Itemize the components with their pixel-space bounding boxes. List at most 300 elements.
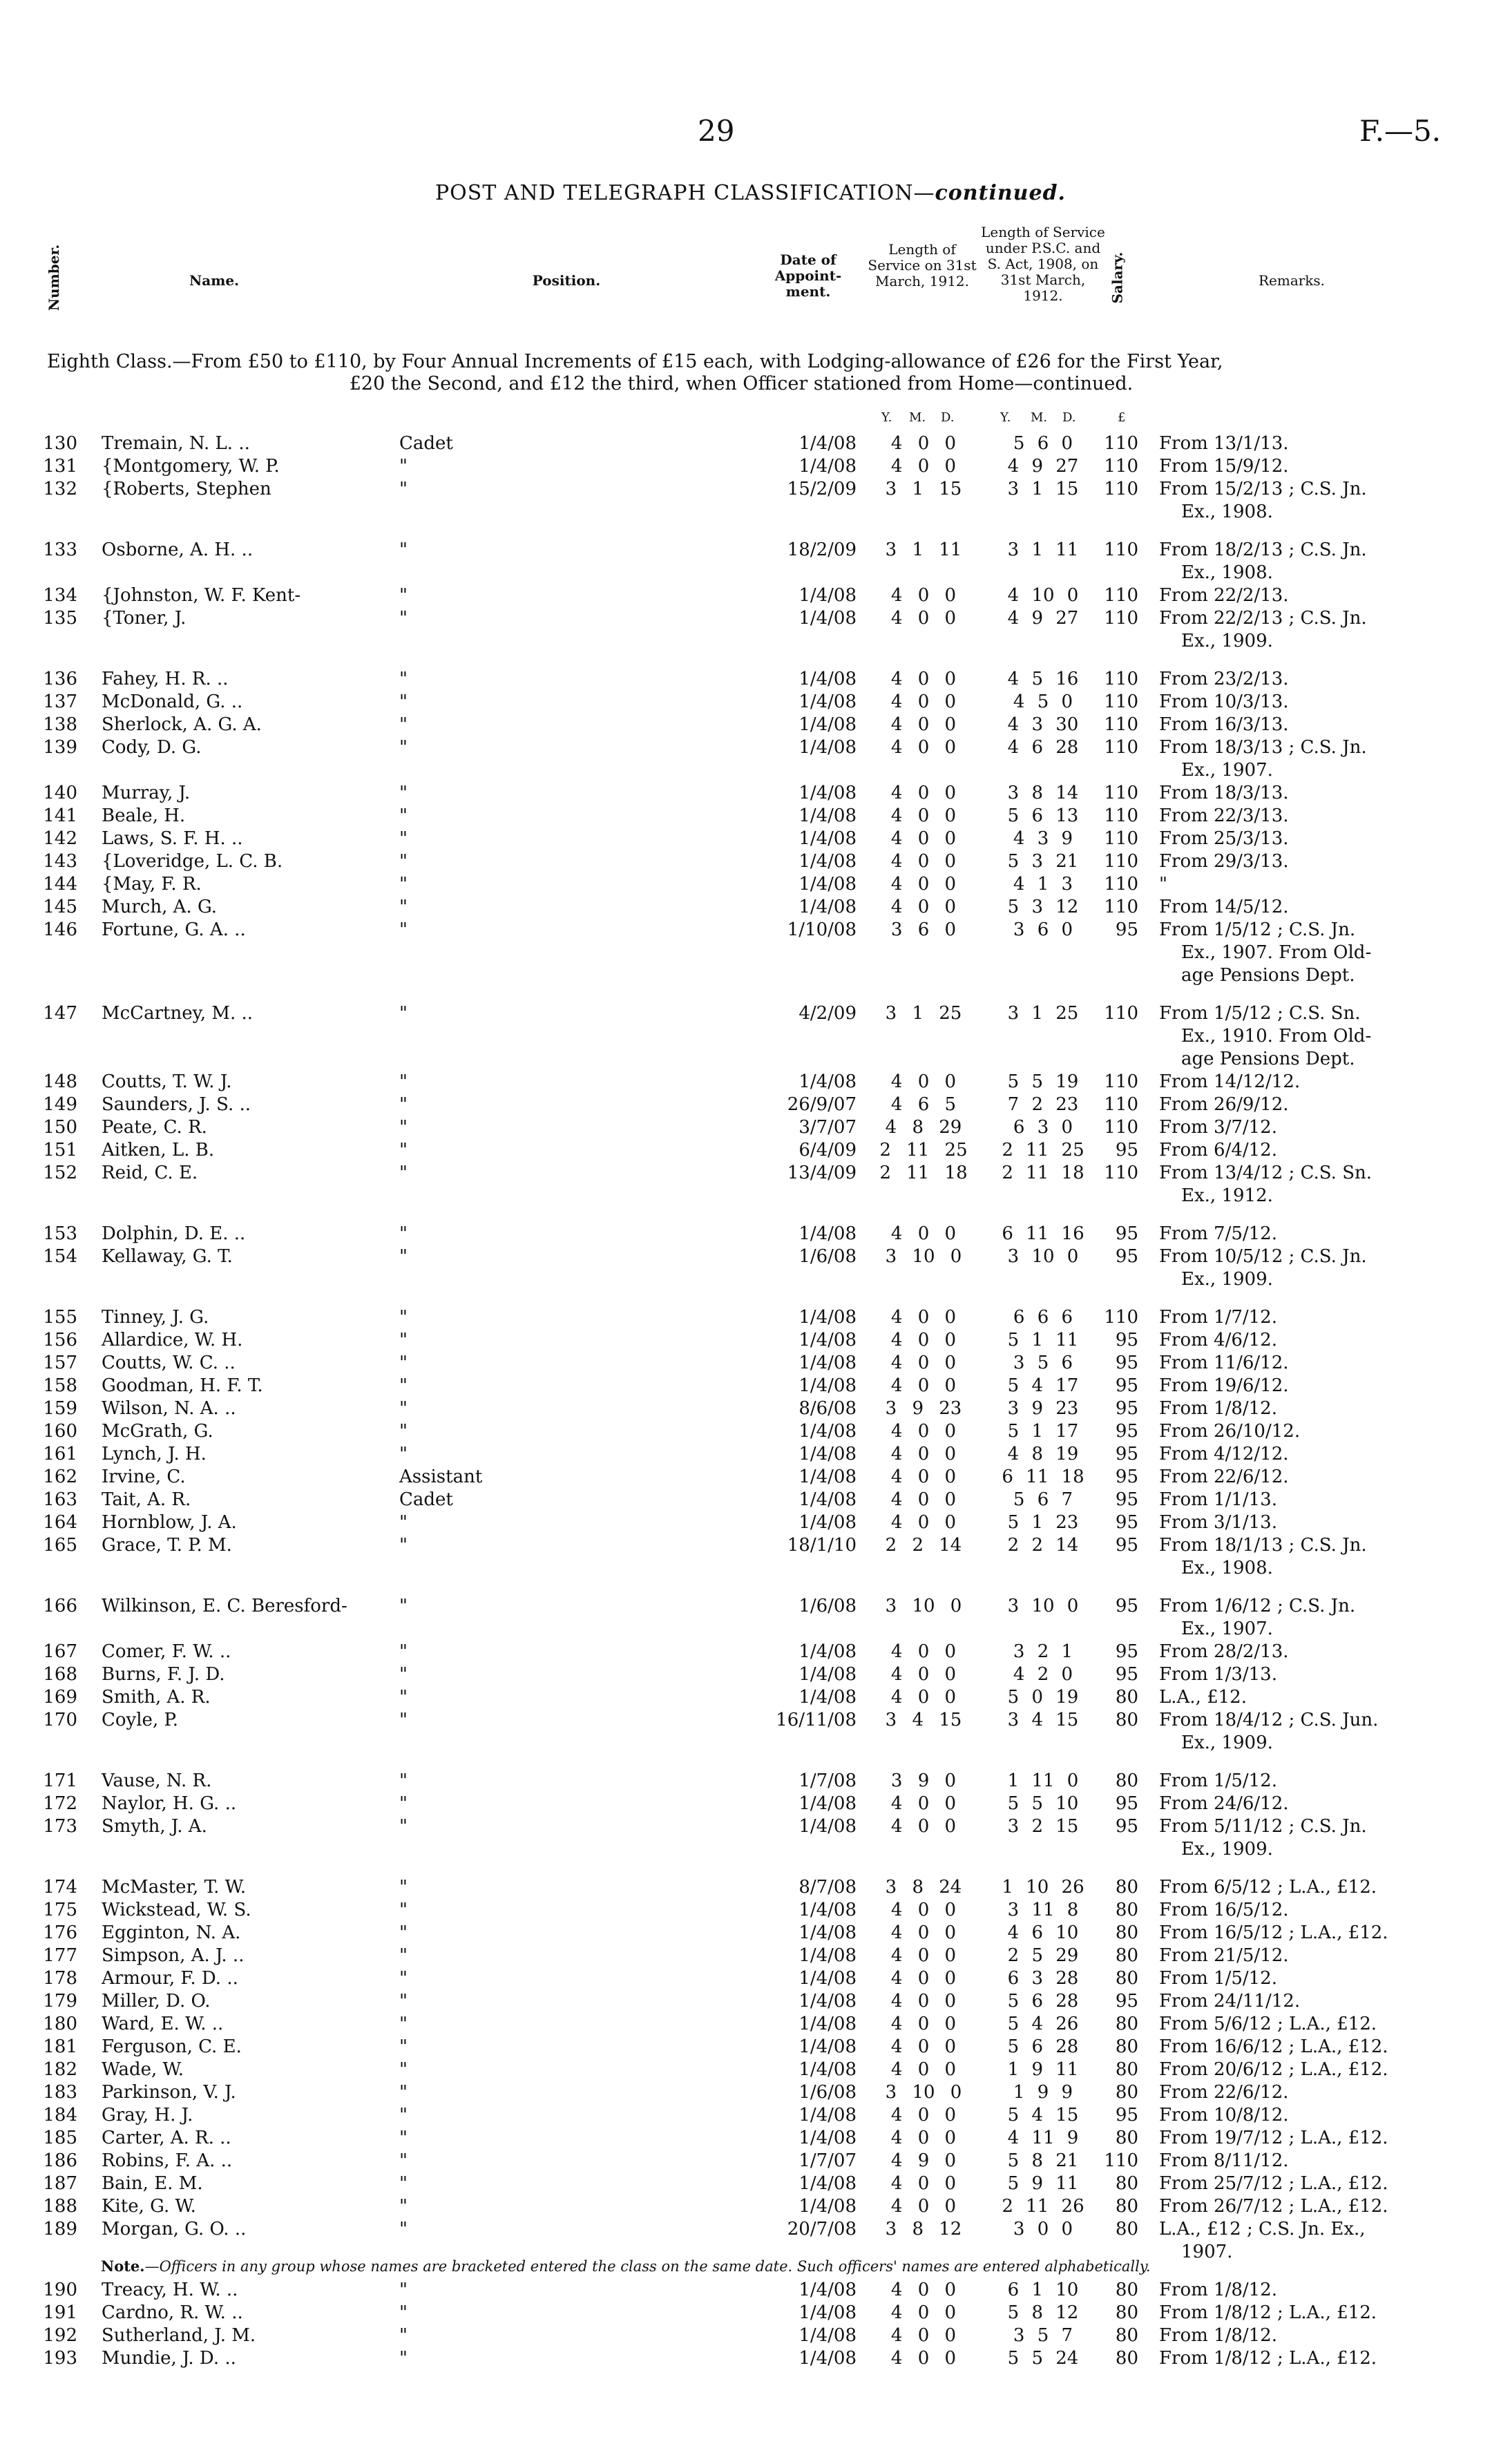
row-position: " [399, 1816, 408, 1837]
row-remarks: From 1/8/12 ; L.A., £12. [1159, 2348, 1377, 2369]
table-row [0, 1922, 1501, 1945]
row-date: 1/4/08 [799, 2059, 857, 2080]
table-row [0, 828, 1501, 850]
row-number: 143 [43, 851, 77, 872]
row-remarks: From 11/6/12. [1159, 1353, 1289, 1373]
row-length-service: 4 6 5 [890, 1094, 957, 1115]
row-position: " [399, 1444, 408, 1464]
row-remarks-continued: 1907. [1181, 2242, 1233, 2262]
row-remarks-continued: Ex., 1908. [1181, 562, 1273, 583]
row-length-psc: 6 11 16 [1002, 1223, 1084, 1244]
row-name: Ward, E. W. .. [102, 2014, 224, 2034]
row-remarks: L.A., £12. [1159, 1687, 1247, 1708]
row-date: 1/4/08 [799, 2036, 857, 2057]
row-length-service: 4 0 0 [890, 2014, 957, 2034]
row-position: Assistant [399, 1467, 483, 1487]
row-number: 134 [43, 585, 77, 606]
row-name: Wade, W. [102, 2059, 184, 2080]
row-salary: 110 [1104, 2150, 1138, 2171]
group-spacer [0, 987, 1501, 1002]
row-number: 176 [43, 1922, 77, 1943]
row-position: " [399, 479, 408, 499]
row-remarks: From 16/3/13. [1159, 714, 1289, 735]
row-number: 168 [43, 1664, 77, 1685]
row-name: McMaster, T. W. [102, 1877, 247, 1898]
table-row [0, 539, 1501, 562]
row-position: " [399, 2302, 408, 2323]
row-name: Fortune, G. A. .. [102, 919, 246, 940]
row-salary: 80 [1115, 2082, 1138, 2103]
row-number: 153 [43, 1223, 77, 1244]
row-name: McDonald, G. .. [102, 691, 243, 712]
row-length-service: 4 0 0 [890, 805, 957, 826]
page-code: F.—5. [1359, 114, 1442, 148]
class-heading [47, 351, 1435, 395]
row-position: " [399, 1687, 408, 1708]
row-length-psc: 3 9 23 [1007, 1398, 1079, 1419]
row-remarks: From 22/2/13. [1159, 585, 1289, 606]
row-remarks: From 24/11/12. [1159, 1991, 1301, 2012]
row-remarks: From 1/8/12 ; L.A., £12. [1159, 2302, 1377, 2323]
row-length-psc: 5 0 19 [1007, 1687, 1079, 1708]
col-header-salary: Salary. [1109, 251, 1126, 304]
row-date: 20/7/08 [787, 2219, 857, 2239]
row-position: " [399, 1375, 408, 1396]
footnote-text: —Officers in any group whose names are bracketed entered the class on the same date. Such officers' names are entered alphabetically. [144, 2258, 1151, 2275]
row-remarks: From 26/7/12 ; L.A., £12. [1159, 2196, 1388, 2217]
row-remarks: From 18/1/13 ; C.S. Jn. [1159, 1535, 1367, 1556]
row-remarks: From 1/1/13. [1159, 1489, 1277, 1510]
row-length-service: 4 0 0 [890, 1991, 957, 2012]
row-name: Allardice, W. H. [102, 1330, 243, 1350]
table-row [0, 714, 1501, 736]
table-row-continuation [0, 1838, 1501, 1861]
row-position: " [399, 1793, 408, 1814]
unit-m1: M. [909, 410, 926, 425]
row-length-service: 2 11 18 [879, 1163, 968, 1183]
row-date: 8/7/08 [799, 1877, 857, 1898]
row-remarks: From 22/6/12. [1159, 1467, 1289, 1487]
row-position: " [399, 737, 408, 758]
table-row [0, 1793, 1501, 1815]
row-name: Tinney, J. G. [102, 1307, 209, 1328]
row-length-psc: 3 10 0 [1007, 1246, 1079, 1267]
row-length-psc: 5 6 28 [1007, 2036, 1079, 2057]
row-remarks: From 24/6/12. [1159, 1793, 1289, 1814]
row-number: 138 [43, 714, 77, 735]
row-date: 18/1/10 [787, 1535, 857, 1556]
row-position: Cadet [399, 433, 453, 454]
row-length-service: 4 0 0 [890, 608, 957, 629]
row-name: Smith, A. R. [102, 1687, 211, 1708]
row-name: Carter, A. R. .. [102, 2128, 231, 2148]
row-salary: 95 [1115, 1398, 1138, 1419]
row-length-service: 4 0 0 [890, 1489, 957, 1510]
row-date: 1/4/08 [799, 1512, 857, 1533]
row-position: " [399, 1922, 408, 1943]
row-salary: 110 [1104, 714, 1138, 735]
row-date: 1/6/08 [799, 1596, 857, 1616]
row-date: 1/4/08 [799, 1444, 857, 1464]
row-name: Simpson, A. J. .. [102, 1945, 245, 1966]
row-length-service: 3 9 23 [885, 1398, 962, 1419]
table-row [0, 1945, 1501, 1967]
row-position: " [399, 1071, 408, 1092]
table-row [0, 1876, 1501, 1899]
row-number: 183 [43, 2082, 77, 2103]
table-row [0, 1139, 1501, 1162]
row-salary: 110 [1104, 539, 1138, 560]
row-name: {Toner, J. [102, 608, 187, 629]
table-row [0, 2172, 1501, 2195]
row-date: 1/7/08 [799, 1770, 857, 1791]
row-remarks: From 1/8/12. [1159, 1398, 1277, 1419]
table-row-continuation [0, 1048, 1501, 1071]
row-salary: 80 [1115, 2014, 1138, 2034]
table-row [0, 2127, 1501, 2150]
row-length-service: 3 10 0 [885, 2082, 962, 2103]
row-length-psc: 3 5 7 [1013, 2325, 1073, 2346]
row-name: Ferguson, C. E. [102, 2036, 242, 2057]
row-salary: 95 [1115, 1375, 1138, 1396]
row-name: Aitken, L. B. [102, 1140, 215, 1161]
unit-d1: D. [941, 410, 955, 425]
row-number: 191 [43, 2302, 77, 2323]
table-row [0, 1709, 1501, 1732]
row-name: Fahey, H. R. .. [102, 669, 229, 689]
row-position: " [399, 2036, 408, 2057]
row-date: 1/4/08 [799, 433, 857, 454]
row-position: " [399, 714, 408, 735]
row-salary: 80 [1115, 2219, 1138, 2239]
row-date: 1/4/08 [799, 805, 857, 826]
table-row [0, 2013, 1501, 2036]
row-date: 15/2/09 [787, 479, 857, 499]
row-remarks: " [1159, 874, 1167, 895]
table-row [0, 2218, 1501, 2241]
row-number: 178 [43, 1968, 77, 1989]
table-row [0, 2104, 1501, 2127]
row-name: Goodman, H. F. T. [102, 1375, 263, 1396]
col-header-number: Number. [46, 244, 63, 312]
row-remarks: From 4/12/12. [1159, 1444, 1289, 1464]
row-number: 175 [43, 1900, 77, 1920]
row-salary: 80 [1115, 1770, 1138, 1791]
row-name: Cody, D. G. [102, 737, 202, 758]
row-name: Lynch, J. H. [102, 1444, 207, 1464]
row-salary: 110 [1104, 897, 1138, 917]
row-length-psc: 5 8 12 [1007, 2302, 1079, 2323]
row-position: " [399, 1968, 408, 1989]
row-date: 1/4/08 [799, 2014, 857, 2034]
row-number: 182 [43, 2059, 77, 2080]
row-number: 185 [43, 2128, 77, 2148]
row-date: 1/4/08 [799, 874, 857, 895]
row-remarks-continued: age Pensions Dept. [1181, 1049, 1355, 1069]
row-name: {May, F. R. [102, 874, 202, 895]
row-salary: 110 [1104, 1117, 1138, 1138]
table-row [0, 736, 1501, 759]
row-date: 1/4/08 [799, 1900, 857, 1920]
table-row-continuation [0, 1025, 1501, 1048]
row-position: " [399, 1223, 408, 1244]
row-number: 135 [43, 608, 77, 629]
page-number: 29 [698, 114, 735, 148]
row-date: 1/4/08 [799, 2348, 857, 2369]
row-length-service: 4 0 0 [890, 1816, 957, 1837]
col-header-position: Position. [532, 272, 601, 289]
table-row-continuation [0, 501, 1501, 524]
row-salary: 95 [1115, 1664, 1138, 1685]
row-remarks: From 18/3/13 ; C.S. Jn. [1159, 737, 1367, 758]
row-length-service: 4 0 0 [890, 2280, 957, 2300]
row-number: 148 [43, 1071, 77, 1092]
row-number: 144 [43, 874, 77, 895]
group-spacer [0, 653, 1501, 668]
row-number: 180 [43, 2014, 77, 2034]
row-number: 190 [43, 2280, 77, 2300]
row-salary: 80 [1115, 2280, 1138, 2300]
table-row-continuation [0, 630, 1501, 653]
row-salary: 95 [1115, 1140, 1138, 1161]
row-number: 184 [43, 2105, 77, 2126]
row-position: " [399, 1307, 408, 1328]
row-number: 145 [43, 897, 77, 917]
row-name: Osborne, A. H. .. [102, 539, 254, 560]
row-position: " [399, 1003, 408, 1024]
class-heading-line-2: £20 the Second, and £12 the third, when Officer stationed from Home—continued. [349, 373, 1134, 394]
row-position: " [399, 2128, 408, 2148]
row-date: 6/4/09 [799, 1140, 857, 1161]
row-length-psc: 5 6 13 [1007, 805, 1079, 826]
row-remarks: From 25/3/13. [1159, 828, 1289, 849]
row-remarks: From 3/1/13. [1159, 1512, 1277, 1533]
row-salary: 110 [1104, 1163, 1138, 1183]
row-length-psc: 4 10 0 [1007, 585, 1079, 606]
row-name: Comer, F. W. .. [102, 1641, 231, 1662]
row-date: 1/6/08 [799, 1246, 857, 1267]
row-length-psc: 5 6 7 [1013, 1489, 1073, 1510]
row-position: " [399, 2348, 408, 2369]
row-length-service: 2 11 25 [879, 1140, 968, 1161]
row-length-service: 4 0 0 [890, 2196, 957, 2217]
row-length-service: 4 0 0 [890, 1968, 957, 1989]
row-length-service: 4 0 0 [890, 585, 957, 606]
row-name: Tait, A. R. [102, 1489, 191, 1510]
row-number: 137 [43, 691, 77, 712]
table-row-continuation [0, 964, 1501, 987]
row-length-psc: 3 1 25 [1007, 1003, 1079, 1024]
row-name: Parkinson, V. J. [102, 2082, 236, 2103]
row-salary: 110 [1104, 828, 1138, 849]
row-position: " [399, 585, 408, 606]
col-header-name: Name. [189, 272, 240, 289]
row-salary: 95 [1115, 1246, 1138, 1267]
row-length-service: 4 0 0 [890, 1945, 957, 1966]
row-length-psc: 4 2 0 [1013, 1664, 1073, 1685]
table-row [0, 1967, 1501, 1990]
row-length-service: 4 0 0 [890, 1421, 957, 1442]
row-position: " [399, 1710, 408, 1730]
row-name: Murch, A. G. [102, 897, 218, 917]
row-name: Sutherland, J. M. [102, 2325, 256, 2346]
row-position: " [399, 2173, 408, 2194]
row-name: Sherlock, A. G. A. [102, 714, 262, 735]
row-number: 161 [43, 1444, 77, 1464]
row-remarks: From 18/3/13. [1159, 783, 1289, 803]
row-name: Armour, F. D. .. [102, 1968, 238, 1989]
row-remarks: From 15/9/12. [1159, 456, 1289, 477]
table-row [0, 1002, 1501, 1025]
row-number: 131 [43, 456, 77, 477]
row-position: " [399, 456, 408, 477]
row-remarks: From 1/5/12. [1159, 1968, 1277, 1989]
row-number: 169 [43, 1687, 77, 1708]
row-number: 149 [43, 1094, 77, 1115]
row-number: 160 [43, 1421, 77, 1442]
title-text: POST AND TELEGRAPH CLASSIFICATION— [434, 181, 935, 205]
row-name: Grace, T. P. M. [102, 1535, 232, 1556]
row-date: 1/4/08 [799, 1664, 857, 1685]
row-length-psc: 3 11 8 [1007, 1900, 1079, 1920]
row-remarks: From 26/9/12. [1159, 1094, 1289, 1115]
row-number: 173 [43, 1816, 77, 1837]
row-salary: 80 [1115, 2196, 1138, 2217]
row-number: 172 [43, 1793, 77, 1814]
table-row [0, 2324, 1501, 2347]
row-remarks: From 23/2/13. [1159, 669, 1289, 689]
row-length-psc: 5 3 21 [1007, 851, 1079, 872]
row-remarks: From 1/8/12. [1159, 2325, 1277, 2346]
row-remarks-continued: age Pensions Dept. [1181, 965, 1355, 986]
row-date: 1/6/08 [799, 2082, 857, 2103]
group-spacer [0, 1207, 1501, 1223]
row-length-psc: 1 11 0 [1007, 1770, 1079, 1791]
row-length-service: 4 0 0 [890, 1444, 957, 1464]
col-header-remarks: Remarks. [1258, 272, 1326, 289]
row-length-service: 3 1 25 [885, 1003, 962, 1024]
row-name: Kellaway, G. T. [102, 1246, 233, 1267]
row-number: 187 [43, 2173, 77, 2194]
row-date: 1/4/08 [799, 608, 857, 629]
row-length-psc: 5 5 24 [1007, 2348, 1079, 2369]
row-length-service: 4 0 0 [890, 1664, 957, 1685]
col-header-length1: Length of Service on 31st March, 1912. [868, 241, 977, 289]
row-length-psc: 4 1 3 [1013, 874, 1073, 895]
table-row [0, 1162, 1501, 1185]
row-length-psc: 3 4 15 [1007, 1710, 1079, 1730]
row-remarks-continued: Ex., 1909. [1181, 1839, 1273, 1860]
row-number: 181 [43, 2036, 77, 2057]
row-position: " [399, 1900, 408, 1920]
row-number: 136 [43, 669, 77, 689]
table-row-continuation [0, 1268, 1501, 1291]
row-date: 1/4/08 [799, 1968, 857, 1989]
row-name: Reid, C. E. [102, 1163, 198, 1183]
row-number: 179 [43, 1991, 77, 2012]
table-row [0, 584, 1501, 607]
row-remarks-continued: Ex., 1908. [1181, 1558, 1273, 1578]
row-length-service: 3 4 15 [885, 1710, 962, 1730]
row-salary: 80 [1115, 2128, 1138, 2148]
row-name: Hornblow, J. A. [102, 1512, 237, 1533]
row-position: " [399, 608, 408, 629]
table-row [0, 1595, 1501, 1618]
unit-m2: M. [1031, 410, 1048, 425]
row-remarks: From 6/4/12. [1159, 1140, 1277, 1161]
row-date: 1/4/08 [799, 1421, 857, 1442]
row-number: 132 [43, 479, 77, 499]
row-remarks-continued: Ex., 1909. [1181, 1732, 1273, 1753]
row-number: 171 [43, 1770, 77, 1791]
table-row [0, 896, 1501, 919]
row-length-psc: 1 10 26 [1002, 1877, 1084, 1898]
row-date: 1/4/08 [799, 2173, 857, 2194]
table-row [0, 2347, 1501, 2370]
row-remarks: From 28/2/13. [1159, 1641, 1289, 1662]
table-row [0, 455, 1501, 478]
row-position: " [399, 1353, 408, 1373]
row-length-service: 4 0 0 [890, 669, 957, 689]
row-number: 150 [43, 1117, 77, 1138]
row-name: Kite, G. W. [102, 2196, 196, 2217]
table-row [0, 805, 1501, 828]
row-length-psc: 4 5 16 [1007, 669, 1079, 689]
table-row [0, 1071, 1501, 1093]
table-row [0, 1329, 1501, 1352]
row-salary: 95 [1115, 1353, 1138, 1373]
row-date: 1/4/08 [799, 1793, 857, 1814]
row-date: 1/4/08 [799, 2280, 857, 2300]
row-salary: 80 [1115, 2173, 1138, 2194]
row-remarks: From 3/7/12. [1159, 1117, 1277, 1138]
table-row [0, 478, 1501, 501]
row-salary: 80 [1115, 2059, 1138, 2080]
row-length-psc: 5 5 19 [1007, 1071, 1079, 1092]
row-date: 1/4/08 [799, 1641, 857, 1662]
row-position: " [399, 1330, 408, 1350]
table-row [0, 1641, 1501, 1663]
row-position: " [399, 1945, 408, 1966]
row-remarks: From 21/5/12. [1159, 1945, 1289, 1966]
row-length-service: 4 0 0 [890, 1900, 957, 1920]
row-date: 1/4/08 [799, 2302, 857, 2323]
row-length-service: 4 0 0 [890, 1330, 957, 1350]
row-date: 1/4/08 [799, 2105, 857, 2126]
row-date: 1/4/08 [799, 1467, 857, 1487]
row-position: " [399, 539, 408, 560]
row-salary: 95 [1115, 1223, 1138, 1244]
row-name: Morgan, G. O. .. [102, 2219, 247, 2239]
table-row [0, 1663, 1501, 1686]
row-length-psc: 5 4 17 [1007, 1375, 1079, 1396]
row-date: 1/4/08 [799, 1816, 857, 1837]
page-title [0, 181, 1501, 205]
row-number: 157 [43, 1353, 77, 1373]
table-row-continuation [0, 562, 1501, 584]
row-salary: 110 [1104, 585, 1138, 606]
row-number: 133 [43, 539, 77, 560]
row-length-psc: 5 6 28 [1007, 1991, 1079, 2012]
row-name: Gray, H. J. [102, 2105, 193, 2126]
row-number: 130 [43, 433, 77, 454]
row-remarks: L.A., £12 ; C.S. Jn. Ex., [1159, 2219, 1366, 2239]
row-number: 192 [43, 2325, 77, 2346]
row-remarks: From 20/6/12 ; L.A., £12. [1159, 2059, 1388, 2080]
row-name: Wilkinson, E. C. Beresford- [102, 1596, 347, 1616]
row-length-service: 3 10 0 [885, 1596, 962, 1616]
row-position: " [399, 2014, 408, 2034]
